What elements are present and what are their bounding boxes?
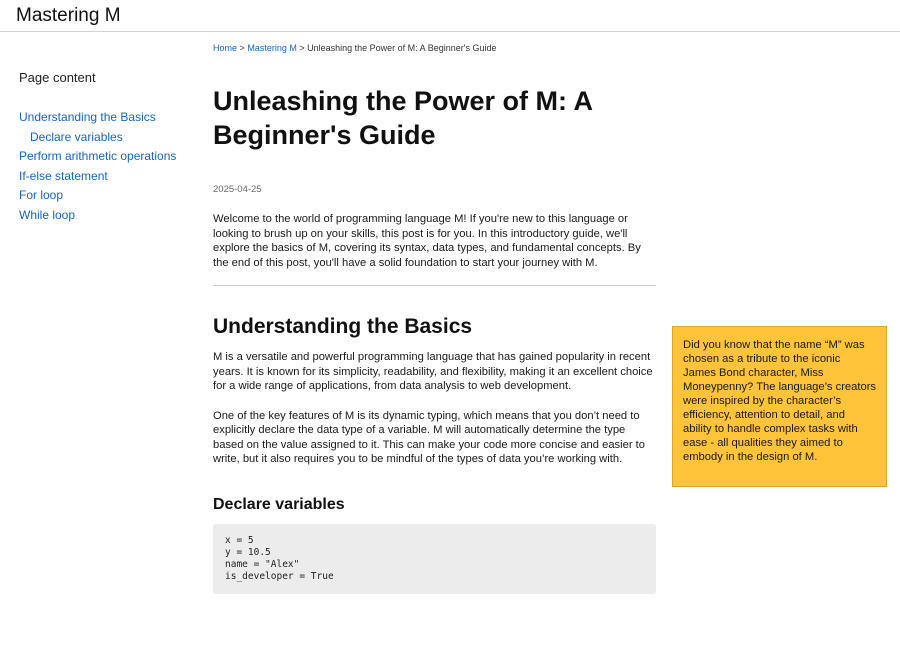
toc-list xyxy=(19,108,199,225)
section-paragraph: One of the key features of M is its dynamic typing, which means that you don’t need to explicitly declare the data type of a variable. M will automatically determine the type based on the value assigned to it. This can make your code more concise and easier to write, but it also requires you to be mindful of the types of data you’re working with. xyxy=(213,409,646,465)
breadcrumb-separator: > xyxy=(299,43,305,53)
page-title: Unleashing the Power of M: A Beginner's Guide xyxy=(213,86,593,150)
breadcrumb-home-link[interactable]: Home xyxy=(213,43,238,53)
breadcrumb-section-link[interactable]: Mastering M xyxy=(247,43,297,53)
post-date: 2025-04-25 xyxy=(213,184,262,195)
toc-item-understanding-the-basics[interactable]: Understanding the Basics xyxy=(19,110,156,124)
intro-paragraph: Welcome to the world of programming language M! If you're new to this language or looking to brush up on your skills, this post is for you. In this introductory guide, we'll explore the basics of M, covering its syntax, data types, and fundamental concepts. By the end of this post, you'll have a solid foundation to start your journey with M. xyxy=(213,213,641,269)
toc-item-if-else-statement[interactable]: If-else statement xyxy=(19,168,108,183)
section-divider xyxy=(213,285,656,286)
toc-item-perform-arithmetic-operations[interactable]: Perform arithmetic operations xyxy=(19,149,177,163)
page-content-sidebar xyxy=(19,70,199,225)
code-block: x = 5 y = 10.5 name = "Alex" is_developer = True xyxy=(213,524,656,594)
toc-item-for-loop[interactable]: For loop xyxy=(19,188,64,202)
toc-heading: Page content xyxy=(19,70,96,85)
breadcrumb-current: Unleashing the Power of M: A Beginner's Guide xyxy=(307,43,497,53)
top-bar xyxy=(0,0,900,32)
site-title-link[interactable]: Mastering M xyxy=(16,5,121,26)
section-heading-understanding-the-basics: Understanding the Basics xyxy=(213,315,473,338)
toc-item-while-loop[interactable]: While loop xyxy=(19,207,76,222)
breadcrumb xyxy=(213,42,656,54)
fun-fact-callout: Did you know that the name “M” was chosen as a tribute to the iconic James Bond character, Miss Moneypenny? The language’s creators were inspired by the character’s efficiency, attention to detail, and ability to handle complex tasks with ease - all qualities they aimed to embody in the design of M. xyxy=(672,326,887,487)
article-main xyxy=(213,42,656,594)
breadcrumb-separator: > xyxy=(239,43,245,53)
subsection-heading-declare-variables: Declare variables xyxy=(213,495,345,513)
section-paragraph: M is a versatile and powerful programming language that has gained popularity in recent years. It is known for its simplicity, readability, and flexibility, making it an excellent choice for a wide range of applications, from data analysis to web development. xyxy=(213,351,653,392)
toc-item-declare-variables[interactable]: Declare variables xyxy=(30,129,123,144)
